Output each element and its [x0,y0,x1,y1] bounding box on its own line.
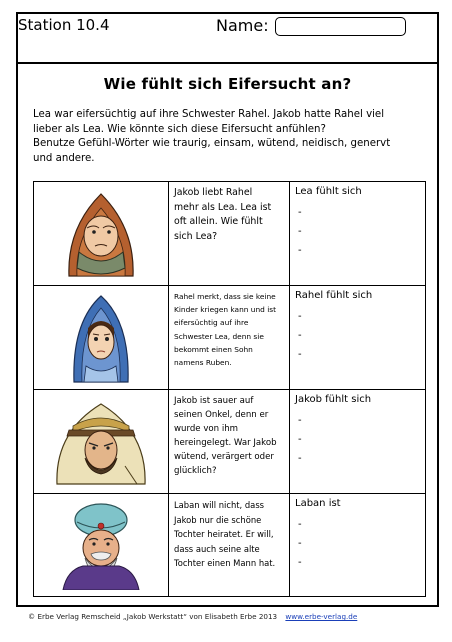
table-row [34,182,426,286]
portrait-cell [34,494,169,597]
story-line: Jakob nur die schöne [174,514,262,525]
answer-dash: - [298,207,302,218]
answer-dash: - [298,519,302,530]
story-line: Laban will nicht, dass [174,500,265,510]
story-line: Tochter einen Mann hat. [174,558,276,569]
answer-dash: - [298,557,302,568]
answer-dash: - [298,415,302,426]
story-line: Jakob ist sauer auf [174,396,254,406]
story-cell [169,390,290,494]
answer-cell[interactable] [290,286,426,390]
story-line: sich Lea? [174,230,218,242]
story-line: glücklich? [174,466,217,476]
story-line: oft allein. Wie fühlt [174,216,263,227]
jakob-portrait-icon [51,396,151,486]
answer-cell[interactable] [290,182,426,286]
story-line: eifersüchtig auf ihre [174,318,249,328]
story-line: namens Ruben. [174,358,232,368]
answer-cell[interactable] [290,494,426,597]
intro-line: und andere. [33,152,95,164]
answer-cell[interactable] [290,390,426,494]
footer [28,612,357,621]
portrait-cell [34,390,169,494]
answer-dash: - [298,245,302,256]
story-line: bekommt einen Sohn [174,344,253,354]
intro-line: Lea war eifersüchtig auf ihre Schwester Rahel. Jakob hatte Rahel viel [33,109,385,120]
name-field[interactable] [275,17,406,36]
story-line: Tochter heiratet. Er will, [174,529,274,540]
table-row [34,286,426,390]
rahel-portrait-icon [66,292,136,384]
portrait-cell [34,286,169,390]
feelings-table [33,181,426,597]
intro-text [33,108,428,166]
story-line: wurde von ihm [174,424,239,434]
story-line: Kinder kriegen kann und ist [174,305,277,315]
feel-label: Lea fühlt sich [295,186,362,197]
portrait-cell [34,182,169,286]
story-line: Schwester Lea, denn sie [174,331,264,341]
story-line: dass auch seine alte [174,543,260,554]
name-label: Name: [216,16,269,35]
story-line: seinen Onkel, denn er [174,410,269,420]
laban-portrait-icon [53,500,149,590]
answer-dash: - [298,226,302,237]
lea-portrait-icon [59,188,143,278]
feel-label: Jakob fühlt sich [295,394,372,405]
story-line: wütend, verärgert oder [174,452,274,462]
table-row [34,390,426,494]
answer-dash: - [298,311,302,322]
story-cell [169,494,290,597]
story-line: hereingelegt. War Jakob [174,438,277,448]
feel-label: Laban ist [295,498,341,509]
story-line: Jakob liebt Rahel [174,187,253,198]
answer-dash: - [298,453,302,464]
page-title: Wie fühlt sich Eifersucht an? [103,75,352,93]
story-cell [169,182,290,286]
table-row [34,494,426,597]
publisher-link[interactable]: www.erbe-verlag.de [285,612,358,621]
story-cell [169,286,290,390]
answer-dash: - [298,330,302,341]
answer-dash: - [298,434,302,445]
station-label: Station 10.4 [18,16,110,34]
intro-line: lieber als Lea. Wie könnte sich diese Eifersucht anfühlen? [33,123,326,135]
story-line: mehr als Lea. Lea ist [174,201,272,213]
copyright-text: © Erbe Verlag Remscheid „Jakob Werkstatt“ von Elisabeth Erbe 2013 [28,612,278,621]
intro-line: Benutze Gefühl-Wörter wie traurig, einsam, wütend, neidisch, genervt [33,138,391,150]
story-line: Rahel merkt, dass sie keine [174,292,276,301]
answer-dash: - [298,349,302,360]
answer-dash: - [298,538,302,549]
feel-label: Rahel fühlt sich [295,290,373,301]
